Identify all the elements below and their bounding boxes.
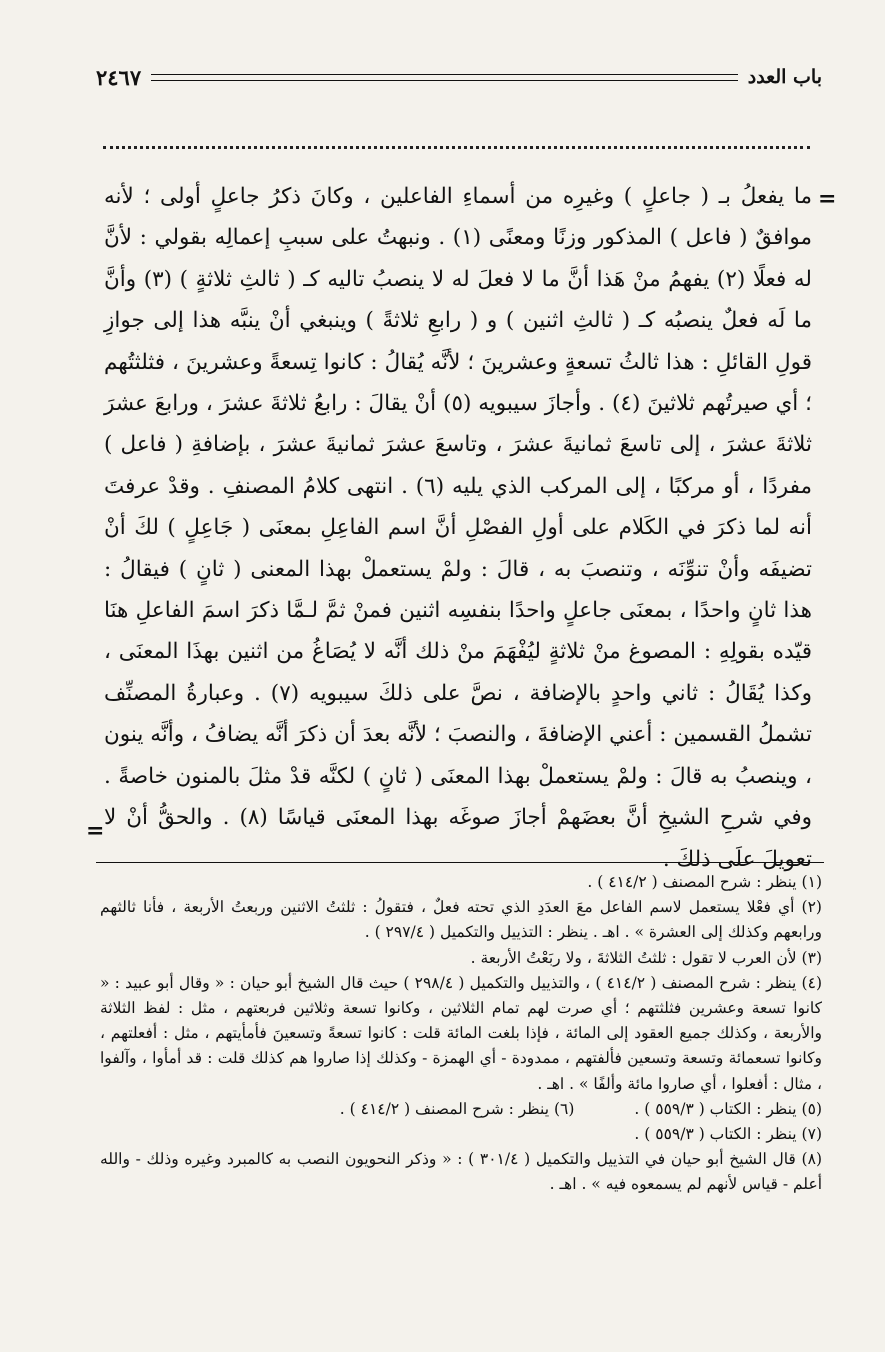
footnote-text: قال الشيخ أبو حيان في التذييل والتكميل ( ٣٠١/٤ ) : « وذكر النحويون النصب به كالمبرد وغيره وذلك - والله أعلم - قياس لأنهم لم يسمعوه فيه » . اهـ . bbox=[100, 1150, 822, 1194]
footnote-number: (٢) bbox=[801, 898, 822, 917]
footnote-text: ينظر : الكتاب ( ٥٥٩/٣ ) . bbox=[634, 1125, 797, 1144]
header-double-rule bbox=[151, 74, 738, 81]
footnote-number: (١) bbox=[801, 873, 822, 891]
footnotes-5-6-row bbox=[100, 1097, 822, 1122]
running-header bbox=[96, 64, 822, 90]
chapter-title: باب العدد bbox=[747, 66, 822, 88]
footnote-text: ينظر : شرح المصنف ( ٤١٤/٢ ) . bbox=[339, 1099, 550, 1118]
footnote-text: ينظر : شرح المصنف ( ٤١٤/٢ ) . bbox=[587, 873, 797, 891]
footnotes bbox=[100, 870, 822, 1198]
main-paragraph: ما يفعلُ بـ ( جاعلٍ ) وغيرِه من أسماءِ الفاعلين ، وكانَ ذكرُ جاعلٍ أولى ؛ لأنه موافقٌ ( فاعل ) المذكور وزنًا ومعنًى (١) . ونبهتُ على سببِ إعمالِه بقولي : لأنَّ له فعلًا (٢) يفهمُ منْ هَذا أنَّ ما لا فعلَ له لا ينصبُ تاليه كـ ( ثالثِ ثلاثةٍ ) (٣) وأنَّ ما لَه فعلٌ ينصبُه كـ ( ثالثِ اثنين ) و ( رابعِ ثلاثةً ) وينبغي أنْ ينبَّه هذا إلى جوازِ قولِ القائلِ : هذا ثالثُ تسعةٍ وعشرينَ ؛ لأنَّه يُقالُ : كانوا تِسعةً وعشرينَ ، فثلثتُهم ؛ أي صيرتُهم ثلاثينَ (٤) . وأجازَ سيبويه (٥) أنْ يقالَ : رابعُ ثلاثةَ عشرَ ، ورابعَ عشرَ ثلاثةَ عشرَ ، إلى تاسعَ ثمانيةَ عشرَ ، وتاسعَ عشرَ ثمانيةَ عشرَ ، بإضافةِ ( فاعل ) مفردًا ، أو مركبًا ، إلى المركب الذي يليه (٦) . انتهى كلامُ المصنفِ . وقدْ عرفتَ أنه لما ذكرَ في الكَلام على أولِ الفصْلِ أنَّ اسم الفاعِلِ بمعنَى ( جَاعِلٍ ) لكَ أنْ تضيفَه وأنْ تنوِّنَه ، وتنصبَ به ، قالَ : ولمْ يستعملْ بهذا المعنى ( ثانٍ ) فيقالُ : هذا ثانٍ واحدًا ، بمعنَى جاعلٍ واحدًا بنفسِه اثنين فمنْ ثمَّ لـمَّا ذكرَ اسمَ الفاعلِ هنَا قيّده بقولِهِ : المصوغ منْ ثلاثةٍ ليُفْهَمَ منْ ذلك أنَّه لا يُصَاغُ من اثنين بهذَا المعنَى ، وكذا يُقَالُ : ثاني واحدٍ بالإضافة ، نصَّ على ذلكَ سيبويه (٧) . وعبارةُ المصنِّف تشملُ القسمين : أعني الإضافةَ ، والنصبَ ؛ لأنَّه بعدَ أن ذكرَ أنَّه يضافُ ، وأنَّه ينون ، وينصبُ به قالَ : ولمْ يستعملْ بهذا المعنَى ( ثانٍ ) لكنَّه قدْ مثلَ بالمنون خاصةً . وفي شرحِ الشيخِ أنَّ بعضَهمْ أجازَ صوغَه بهذا المعنَى قياسًا (٨) . والحقُّ أنْ لا تعويلَ علَى ذلكَ . bbox=[104, 184, 813, 872]
footnote-1 bbox=[100, 870, 822, 895]
footnote-number: (٣) bbox=[801, 948, 822, 967]
footnote-6 bbox=[340, 1097, 575, 1122]
page-number: ٢٤٦٧ bbox=[96, 64, 142, 90]
footnote-number: (٨) bbox=[801, 1150, 822, 1169]
continuation-mark-top: = bbox=[818, 186, 837, 212]
footnote-text: لأن العرب لا تقول : ثلثتُ الثلاثةَ ، ولا ربَعْتُ الأربعة . bbox=[470, 948, 797, 967]
dotted-divider bbox=[103, 146, 810, 149]
main-text bbox=[104, 176, 812, 880]
footnote-3 bbox=[100, 946, 822, 971]
footnote-number: (٦) bbox=[553, 1099, 575, 1118]
footnote-text: أي فعْلا يستعمل لاسم الفاعل معَ العدَدِ الذي تحته فعلٌ ، فتقولُ : ثلثتُ الاثنين وربعتُ الأربعة ، فأنا ثالثهم ورابعهم وكذلك إلى العشرة » . اهـ . ينظر : التذييل والتكميل ( ٢٩٧/٤ ) . bbox=[100, 898, 822, 942]
footnote-7 bbox=[100, 1122, 822, 1147]
footnote-separator bbox=[96, 862, 824, 863]
footnote-5 bbox=[634, 1097, 822, 1122]
continuation-mark-bottom: = bbox=[86, 818, 105, 844]
footnote-number: (٧) bbox=[801, 1125, 822, 1144]
footnote-text: ينظر : الكتاب ( ٥٥٩/٣ ) . bbox=[634, 1099, 797, 1118]
footnote-number: (٥) bbox=[801, 1099, 822, 1118]
footnote-8 bbox=[100, 1147, 822, 1197]
footnote-number: (٤) bbox=[801, 973, 822, 992]
footnote-2 bbox=[100, 895, 822, 945]
footnote-text: ينظر : شرح المصنف ( ٤١٤/٢ ) ، والتذييل والتكميل ( ٢٩٨/٤ ) حيث قال الشيخ أبو حيان : « وقال أبو عبيد : « كانوا تسعة وعشرين فثلثتهم ؛ أي صرت لهم تمام الثلاثين ، وكانوا تسعة وثلاثين فربعتهم ، مثل : لفظ الثلاثة والأربعة ، وكذلك جميع العقود إلى المائة ، فإذا بلغت المائة قلت : كانوا تسعةً وتسعينَ فأمأيتهم ، مثل : أفعلتهم ، وكانوا تسعمائة وتسعة وتسعين فألفتهم ، ممدودة - أي الهمزة - وكذلك إذا صاروا هم كذلك قلت : قد أمأوا ، وآلفوا ، مثال : أفعلوا ، أي صاروا مائة وألفًا » . اهـ . bbox=[100, 973, 822, 1093]
footnote-4 bbox=[100, 971, 822, 1097]
